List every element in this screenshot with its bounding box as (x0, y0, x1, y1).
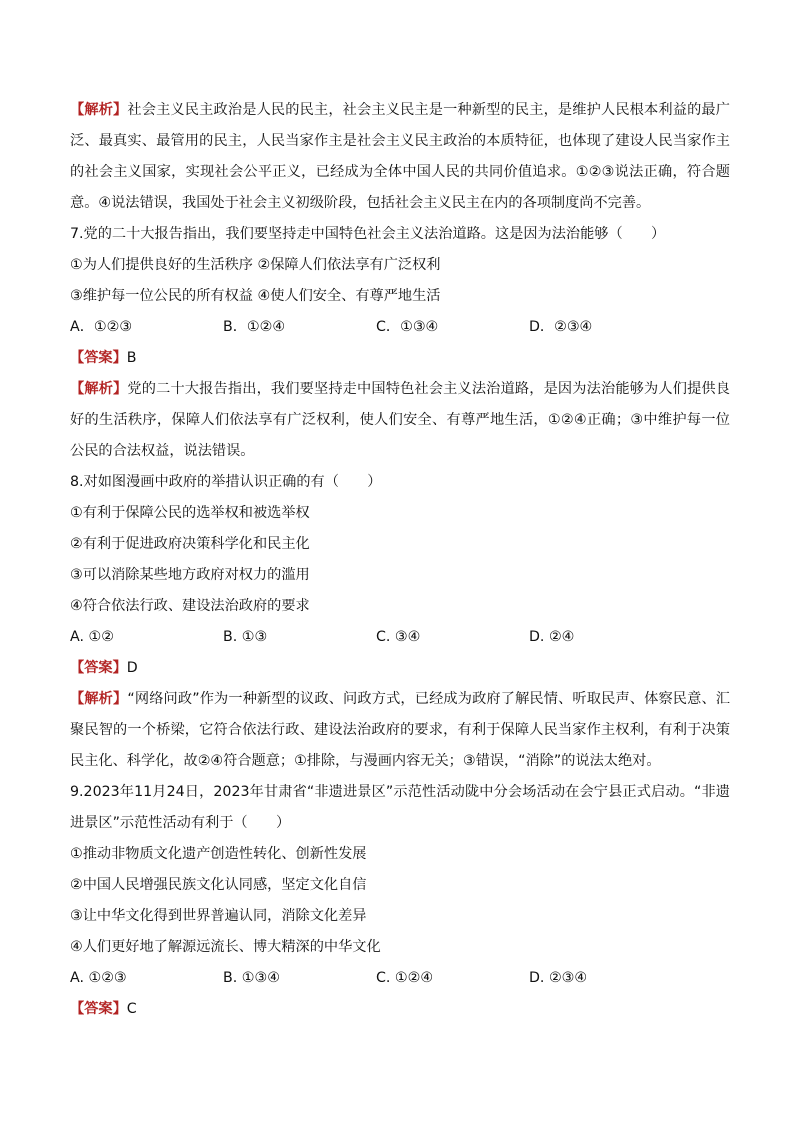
question-8-item-2: ②有利于促进政府决策科学化和民主化 (70, 536, 310, 552)
question-9-stem: 9.2023年11月24日，2023年甘肃省“非遗进景区”示范性活动陇中分会场活动在会宁县正式启动。“非遗进景区”示范性活动有利于（ ） (70, 784, 730, 831)
question-8-item-4: ④符合依法行政、建设法治政府的要求 (70, 598, 310, 614)
option-c: C. ①②④ (376, 970, 434, 986)
analysis-text: 党的二十大报告指出，我们要坚持走中国特色社会主义法治道路，是因为法治能够为人们提供良好的生活秩序，保障人们依法享有广泛权利，使人们安全、有尊严地生活，①②④正确；③中维护每一位公民的合法权益，说法错误。 (70, 381, 730, 459)
question-7-item-1: ①为人们提供良好的生活秩序 ②保障人们依法享有广泛权利 (70, 257, 441, 273)
question-9-item-1: ①推动非物质文化遗产创造性转化、创新性发展 (70, 846, 367, 862)
question-9-item-4: ④人们更好地了解源远流长、博大精深的中华文化 (70, 939, 381, 955)
question-8-item-1: ①有利于保障公民的选举权和被选举权 (70, 505, 310, 521)
option-b: B. ①③④ (223, 970, 280, 986)
option-d: D．②③④ (529, 319, 593, 335)
document-content (70, 95, 730, 1025)
option-d: D. ②④ (529, 629, 575, 645)
question-8-answer (70, 653, 730, 684)
analysis-text: “网络问政”作为一种新型的议政、问政方式，已经成为政府了解民情、听取民声、体察民意、汇聚民智的一个桥梁，它符合依法行政、建设法治政府的要求，有利于保障人民当家作主权利，有利于决策民主化、科学化，故②④符合题意；①排除，与漫画内容无关；③错误，“消除”的说法太绝对。 (70, 691, 730, 769)
option-d: D. ②③④ (529, 970, 588, 986)
option-b: B. ①③ (223, 629, 268, 645)
answer-tag: 【答案】 (70, 350, 127, 366)
question-9-answer (70, 994, 730, 1025)
question-8-stem: 8.对如图漫画中政府的举措认识正确的有（ ） (70, 474, 382, 490)
question-9-item-3: ③让中华文化得到世界普遍认同，消除文化差异 (70, 908, 367, 924)
question-7-answer (70, 343, 730, 374)
question-7-item-2: ③维护每一位公民的所有权益 ④使人们安全、有尊严地生活 (70, 288, 441, 304)
option-a: A．①②③ (70, 319, 133, 335)
analysis-block-6 (70, 95, 730, 219)
question-7-stem: 7.党的二十大报告指出，我们要坚持走中国特色社会主义法治道路。这是因为法治能够（ ） (70, 226, 666, 242)
answer-value: B (126, 350, 137, 366)
option-b: B．①②④ (223, 319, 286, 335)
question-8-analysis (70, 684, 730, 777)
option-a: A. ①② (70, 629, 114, 645)
option-c: C．①③④ (376, 319, 439, 335)
answer-value: D (126, 660, 138, 676)
question-9-item-2: ②中国人民增强民族文化认同感，坚定文化自信 (70, 877, 367, 893)
question-8-item-3: ③可以消除某些地方政府对权力的滥用 (70, 567, 310, 583)
analysis-tag: 【解析】 (70, 691, 128, 707)
answer-tag: 【答案】 (70, 660, 127, 676)
analysis-tag: 【解析】 (70, 381, 128, 397)
analysis-text: 社会主义民主政治是人民的民主，社会主义民主是一种新型的民主，是维护人民根本利益的最广泛、最真实、最管用的民主，人民当家作主是社会主义民主政治的本质特征，也体现了建设人民当家作主的社会主义国家，实现社会公平正义，已经成为全体中国人民的共同价值追求。①②③说法正确，符合题意。④说法错误，我国处于社会主义初级阶段，包括社会主义民主在内的各项制度尚不完善。 (70, 102, 730, 211)
answer-tag: 【答案】 (70, 1001, 127, 1017)
question-9-options (70, 963, 730, 994)
analysis-tag: 【解析】 (70, 102, 128, 118)
option-c: C. ③④ (376, 629, 421, 645)
question-8-options (70, 622, 730, 653)
option-a: A. ①②③ (70, 970, 127, 986)
question-7-options (70, 312, 730, 343)
answer-value: C (126, 1001, 137, 1017)
question-7-analysis (70, 374, 730, 467)
